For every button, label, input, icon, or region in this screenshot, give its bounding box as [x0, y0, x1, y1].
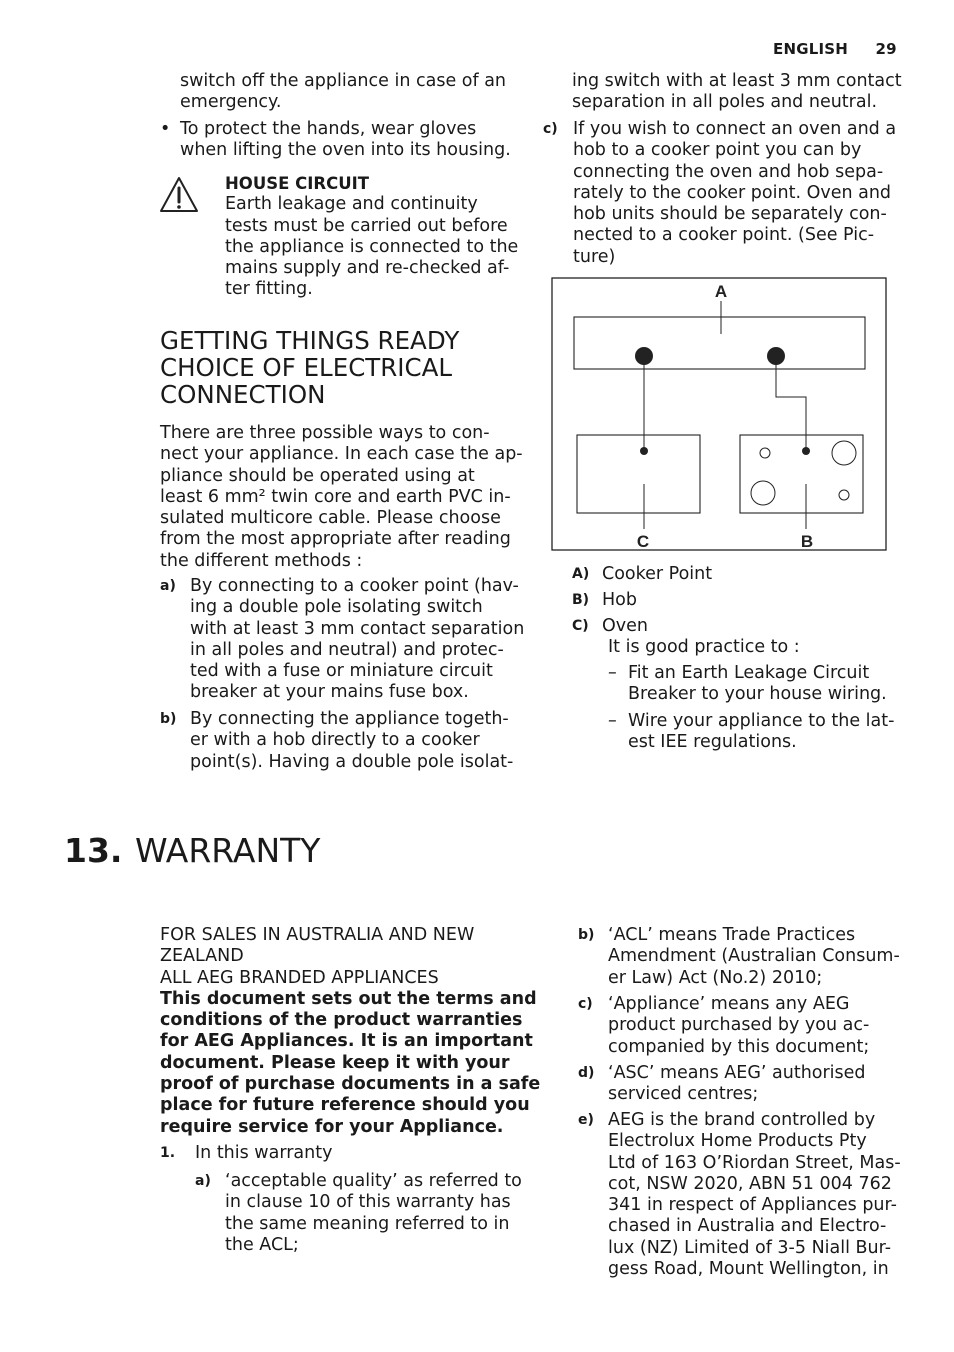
warranty-intro: FOR SALES IN AUSTRALIA AND NEW ZEALAND ALL AEG BRANDED APPLIANCES This document sets out the terms and conditions of the product warranties for AEG Appliances. It is an important document. Please keep it with your proof of purchase documents in a safe place for future reference should you require service for your Appliance.: [160, 925, 541, 1137]
section-title: GETTING THINGS READY CHOICE OF ELECTRICAL CONNECTION: [160, 326, 460, 409]
practice-item: – Fit an Earth Leakage Circuit Breaker to your house wiring.: [608, 663, 887, 705]
chapter-number: 13.: [64, 831, 123, 870]
diagram-frame: [552, 278, 886, 550]
intro-text: switch off the appliance in case of an emergency.: [180, 71, 507, 113]
diagram-legend: [572, 564, 712, 637]
page-number: 29: [875, 40, 897, 58]
warning-icon: [158, 175, 200, 215]
page-header: [773, 40, 897, 58]
clause-c: c) ‘Appliance’ means any AEG product purchased by you ac- companied by this document;: [578, 994, 870, 1057]
diagram-label-c: C: [636, 532, 650, 551]
legend-item: B) Hob: [572, 589, 637, 610]
header-language: ENGLISH: [773, 40, 849, 58]
clause-d: d) ‘ASC’ means AEG’ authorised serviced centres;: [578, 1063, 866, 1105]
clause-1: 1. In this warranty: [160, 1143, 333, 1163]
method-a: a) By connecting to a cooker point (hav- ing a double pole isolating switch with at least 3 mm contact separation in all poles and neutral) and protec- ted with a fuse or miniature circuit breaker at your mains fuse box.: [160, 576, 525, 703]
legend-item: A) Cooker Point: [572, 564, 713, 584]
diagram-label-b: B: [800, 532, 814, 551]
practice-item: – Wire your appliance to the lat- est IEE regulations.: [608, 711, 895, 753]
house-circuit-warning: HOUSE CIRCUIT Earth leakage and continuity tests must be carried out before the appliance is connected to the mains supply and re-checked af- ter fitting.: [225, 174, 519, 300]
method-c: c) If you wish to connect an oven and a hob to a cooker point you can by connecting the oven and hob sepa- rately to the cooker point. Oven and hob units should be separately con- nected to a cooker point. (See Pic- ture): [543, 119, 897, 267]
connection-diagram: [551, 277, 888, 553]
bullet-marker: •: [160, 119, 171, 139]
connection-paragraph: There are three possible ways to con- nect your appliance. In each case the ap- pliance should be operated using at least 6 mm² twin core and earth PVC in- sulated multicore cable. Please choose from the most appropriate after reading the different methods :: [160, 423, 523, 571]
diagram-label-a: A: [714, 282, 728, 301]
clause-b: b) ‘ACL’ means Trade Practices Amendment (Australian Consum- er Law) Act (No.2) 2010;: [578, 925, 900, 988]
method-b-continued: ing switch with at least 3 mm contact separation in all poles and neutral.: [572, 71, 902, 113]
gloves-bullet: • To protect the hands, wear gloves when lifting the oven into its housing.: [160, 119, 511, 161]
chapter-title: WARRANTY: [134, 831, 321, 870]
legend-item: C) Oven: [572, 615, 648, 636]
clause-a: a) ‘acceptable quality’ as referred to in clause 10 of this warranty has the same meaning referred to in the ACL;: [195, 1171, 522, 1255]
clause-e: e) AEG is the brand controlled by Electrolux Home Products Pty Ltd of 163 O’Riordan Street, Mas- cot, NSW 2020, ABN 51 004 762 341 in respect of Appliances pur- chased in Australia and Electro- lux (NZ) Limited of 3-5 Niall Bur- gess Road, Mount Wellington, in: [578, 1110, 901, 1280]
practice-intro: It is good practice to :: [608, 637, 800, 657]
warning-title: HOUSE CIRCUIT: [225, 174, 369, 193]
method-b: b) By connecting the appliance togeth- er with a hob directly to a cooker point(s). Having a double pole isolat-: [160, 709, 514, 772]
chapter-heading: [64, 831, 320, 870]
